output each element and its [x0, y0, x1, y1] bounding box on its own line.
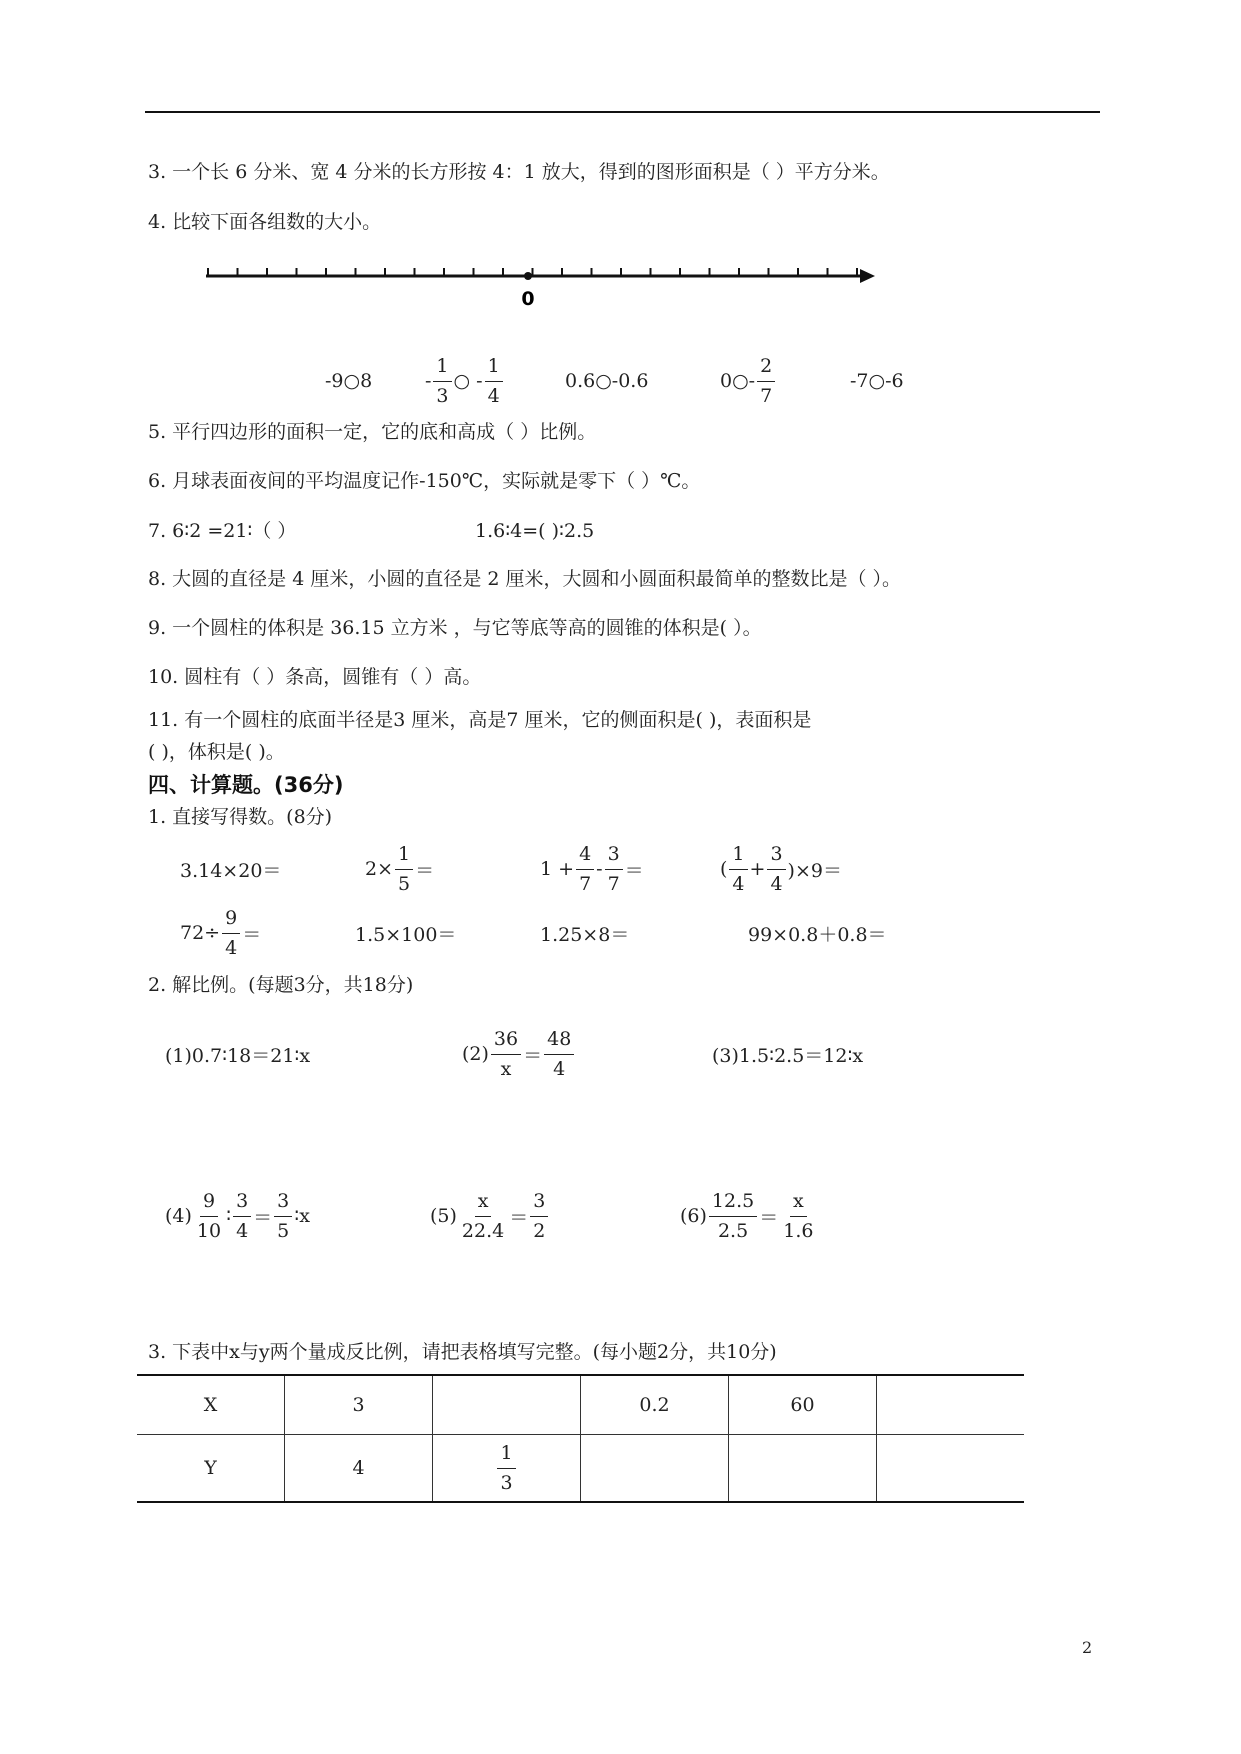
question-4: 4. 比较下面各组数的大小。 [148, 211, 382, 233]
table-cell [729, 1435, 877, 1503]
number-line [200, 258, 880, 308]
compare-3: 0.6○-0.6 [565, 370, 649, 392]
question-9: 9. 一个圆柱的体积是 36.15 立方米 ，与它等底等高的圆锥的体积是( ）。 [148, 617, 762, 639]
part-2-title: 2. 解比例。(每题3分，共18分) [148, 974, 414, 996]
question-3: 3. 一个长 6 分米、宽 4 分米的长方形按 4：1 放大，得到的图形面积是（ ）平方分米。 [148, 161, 890, 183]
calc-8: 99×0.8＋0.8＝ [748, 923, 887, 946]
part-3-title: 3. 下表中x与y两个量成反比例，请把表格填写完整。(每小题2分，共10分) [148, 1341, 777, 1363]
compare-5: -7○-6 [850, 370, 904, 392]
equation-4: (4) $\frac{9}{10}$ ∶ $\frac{3}{4}$ ＝ $\frac{3}{5}$ ∶x [165, 1189, 310, 1242]
table-row [137, 1375, 1024, 1435]
question-5: 5. 平行四边形的面积一定，它的底和高成（ ）比例。 [148, 421, 597, 443]
section-4-title: 四、计算题。(36分) [148, 773, 344, 797]
question-7a: 7. 6∶2 =21∶（ ） [148, 520, 297, 542]
table-cell [581, 1435, 729, 1503]
calc-6: 1.5×100＝ [355, 923, 457, 946]
table-cell: 60 [729, 1375, 877, 1435]
table-cell: 4 [285, 1435, 433, 1503]
calc-2: 2× $\frac{1}{5}$ ＝ [365, 842, 435, 895]
compare-2: - $\frac{1}{3}$ ○ - $\frac{1}{4}$ [425, 350, 505, 412]
table-cell [433, 1375, 581, 1435]
table-cell: X [137, 1375, 285, 1435]
question-6: 6. 月球表面夜间的平均温度记作-150℃，实际就是零下（ ）℃。 [148, 470, 701, 492]
equation-6: (6) $\frac{12.5}{2.5}$ ＝ $\frac{x}{1.6}$ [680, 1189, 814, 1242]
compare-4: 0○- $\frac{2}{7}$ [720, 350, 777, 412]
calc-4: ( $\frac{1}{4}$ + $\frac{3}{4}$ )×9＝ [720, 842, 842, 895]
equation-5: (5) $\frac{x}{22.4}$ ＝ $\frac{3}{2}$ [430, 1180, 550, 1252]
inverse-proportion-table [137, 1374, 1024, 1503]
part-1-title: 1. 直接写得数。(8分) [148, 806, 333, 828]
header-rule [145, 111, 1100, 113]
table-cell: Y [137, 1435, 285, 1503]
equation-2: (2) $\frac{36}{x}$ ＝ $\frac{48}{4}$ [462, 1018, 576, 1090]
calc-3: 1 + $\frac{4}{7}$ - $\frac{3}{7}$ ＝ [540, 842, 644, 895]
calc-1: 3.14×20＝ [180, 859, 282, 882]
table-cell [877, 1375, 1025, 1435]
question-8: 8. 大圆的直径是 4 厘米，小圆的直径是 2 厘米，大圆和小圆面积最简单的整数比是（ ）。 [148, 568, 902, 590]
equation-1: (1)0.7∶18＝21∶x [165, 1044, 311, 1067]
table-cell: 0.2 [581, 1375, 729, 1435]
question-7b: 1.6∶4=( )∶2.5 [475, 520, 595, 542]
table-cell: 3 [285, 1375, 433, 1435]
question-11-line2: ( )，体积是( )。 [148, 741, 285, 763]
table-cell [877, 1435, 1025, 1503]
table-cell: $\frac{1}{3}$ [433, 1435, 581, 1503]
page-number: 2 [1082, 1638, 1093, 1657]
question-11-line1: 11. 有一个圆柱的底面半径是3 厘米，高是7 厘米，它的侧面积是( )，表面积是 [148, 709, 812, 731]
equation-3: (3)1.5∶2.5＝12∶x [712, 1044, 864, 1067]
question-10: 10. 圆柱有（ ）条高，圆锥有（ ）高。 [148, 666, 482, 688]
table-row [137, 1435, 1024, 1503]
compare-1: -9○8 [325, 370, 373, 392]
zero-label: 0 [521, 288, 535, 308]
calc-5: 72÷ $\frac{9}{4}$ ＝ [180, 906, 262, 959]
calc-7: 1.25×8＝ [540, 923, 630, 946]
